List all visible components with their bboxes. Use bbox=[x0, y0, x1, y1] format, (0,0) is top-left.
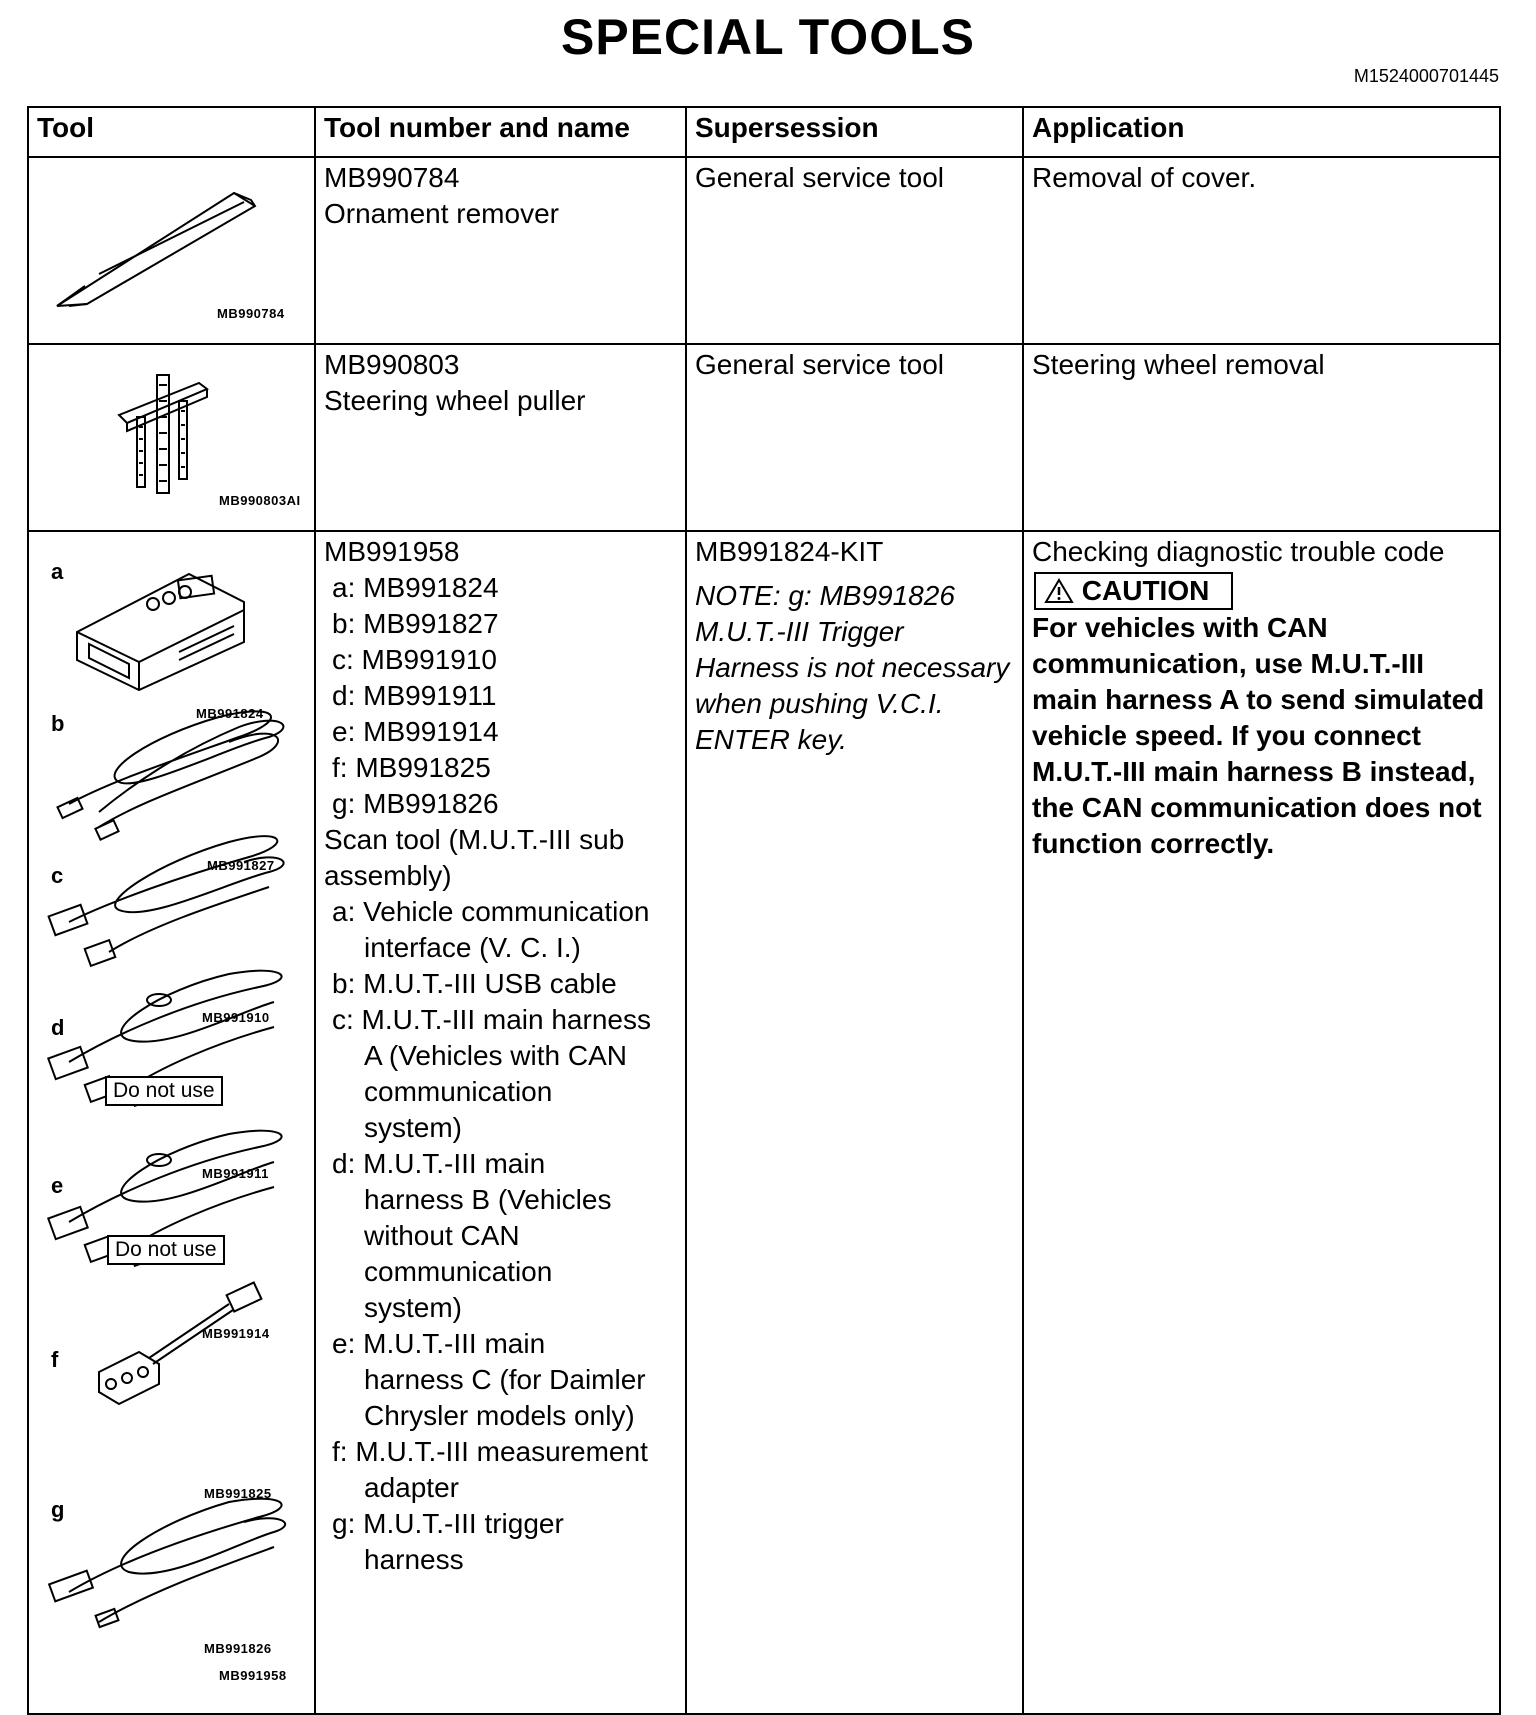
kit-item: c: MB991910 bbox=[332, 644, 497, 675]
supersession-value: MB991824-KIT bbox=[695, 536, 884, 567]
header-tool-number-name: Tool number and name bbox=[315, 107, 686, 157]
kit-item: f: MB991825 bbox=[332, 752, 491, 783]
image-label: MB990784 bbox=[217, 306, 285, 321]
component-line: harness B (Vehicles bbox=[364, 1184, 612, 1215]
component-line: d: M.U.T.-III main bbox=[332, 1148, 546, 1179]
illustration-letter: d bbox=[51, 1015, 65, 1040]
component-line: system) bbox=[364, 1112, 462, 1143]
table-row bbox=[28, 157, 1500, 344]
kit-item: g: MB991826 bbox=[332, 788, 499, 819]
table-row bbox=[28, 531, 1500, 1714]
application-value: Checking diagnostic trouble code bbox=[1032, 536, 1445, 567]
header-tool: Tool bbox=[28, 107, 315, 157]
tool-illustration-cell bbox=[28, 157, 315, 344]
illustration-letter: b bbox=[51, 711, 65, 736]
tool-illustration-cell bbox=[28, 344, 315, 531]
illustration-letter: e bbox=[51, 1173, 64, 1198]
illustration-letter: c bbox=[51, 863, 64, 888]
application-cell: Steering wheel removal bbox=[1023, 344, 1500, 531]
component-line: b: M.U.T.-III USB cable bbox=[332, 968, 617, 999]
caution-text: For vehicles with CAN communication, use M.U.T.-III main harness A to send simulated vehicle speed. If you connect M.U.T.-III main harness B instead, the CAN communication does not function correctly. bbox=[1032, 612, 1485, 859]
illustration-letter: f bbox=[51, 1347, 59, 1372]
component-line: communication bbox=[364, 1256, 553, 1287]
image-label: MB991910 bbox=[202, 1010, 270, 1025]
component-line: c: M.U.T.-III main harness bbox=[332, 1004, 651, 1035]
do-not-use-tag: Do not use bbox=[107, 1235, 225, 1265]
kit-item: a: MB991824 bbox=[332, 572, 499, 603]
supersession-cell: General service tool bbox=[686, 157, 1023, 344]
component-line: communication bbox=[364, 1076, 553, 1107]
image-label: MB991911 bbox=[202, 1166, 269, 1181]
component-line: without CAN bbox=[364, 1220, 520, 1251]
caution-box bbox=[1034, 572, 1233, 610]
table-row bbox=[28, 344, 1500, 531]
image-label: MB990803AI bbox=[219, 493, 301, 508]
tool-name: Steering wheel puller bbox=[324, 385, 586, 416]
component-line: adapter bbox=[364, 1472, 459, 1503]
component-line: system) bbox=[364, 1292, 462, 1323]
supersession-note: NOTE: g: MB991826 M.U.T.-III Trigger Harness is not necessary when pushing V.C.I. ENTER key. bbox=[695, 580, 1010, 755]
document-id: M1524000701445 bbox=[1353, 66, 1499, 86]
component-line: interface (V. C. I.) bbox=[364, 932, 581, 963]
tool-number: MB990784 bbox=[324, 162, 460, 193]
image-label: MB991824 bbox=[196, 706, 264, 721]
illustration-letter: g bbox=[51, 1497, 65, 1522]
component-line: harness bbox=[364, 1544, 464, 1575]
application-cell bbox=[1023, 531, 1500, 1714]
tool-number-name-cell bbox=[315, 531, 686, 1714]
component-line: f: M.U.T.-III measurement bbox=[332, 1436, 648, 1467]
warning-triangle-icon bbox=[1044, 578, 1074, 604]
tool-number-name-cell bbox=[315, 344, 686, 531]
caution-label: CAUTION bbox=[1081, 575, 1210, 606]
component-line: harness C (for Daimler bbox=[364, 1364, 646, 1395]
tool-number-name-cell bbox=[315, 157, 686, 344]
header-supersession: Supersession bbox=[686, 107, 1023, 157]
page-title: SPECIAL TOOLS bbox=[560, 9, 975, 65]
group-image-label: MB991958 bbox=[219, 1668, 287, 1683]
application-cell: Removal of cover. bbox=[1023, 157, 1500, 344]
do-not-use-tag: Do not use bbox=[105, 1076, 223, 1106]
component-line: e: M.U.T.-III main bbox=[332, 1328, 546, 1359]
kit-item: b: MB991827 bbox=[332, 608, 499, 639]
tool-number: MB990803 bbox=[324, 349, 460, 380]
tool-illustration-cell bbox=[28, 531, 315, 1714]
supersession-cell bbox=[686, 531, 1023, 1714]
kit-item: d: MB991911 bbox=[332, 680, 497, 711]
image-label: MB991914 bbox=[202, 1326, 270, 1341]
special-tools-table bbox=[27, 106, 1501, 1715]
component-line: a: Vehicle communication bbox=[332, 896, 650, 927]
image-label: MB991827 bbox=[207, 858, 275, 873]
header-application: Application bbox=[1023, 107, 1500, 157]
tool-name: Scan tool (M.U.T.-III sub assembly) bbox=[324, 824, 625, 891]
image-label: MB991825 bbox=[204, 1486, 272, 1501]
illustration-letter: a bbox=[51, 559, 64, 584]
table-header-row bbox=[28, 107, 1500, 157]
component-line: g: M.U.T.-III trigger bbox=[332, 1508, 564, 1539]
image-label: MB991826 bbox=[204, 1641, 272, 1656]
tool-name: Ornament remover bbox=[324, 198, 559, 229]
kit-item: e: MB991914 bbox=[332, 716, 499, 747]
supersession-cell: General service tool bbox=[686, 344, 1023, 531]
scan-tool-kit-illustration bbox=[29, 532, 316, 1704]
component-line: Chrysler models only) bbox=[364, 1400, 635, 1431]
component-line: A (Vehicles with CAN bbox=[364, 1040, 627, 1071]
tool-number: MB991958 bbox=[324, 536, 460, 567]
